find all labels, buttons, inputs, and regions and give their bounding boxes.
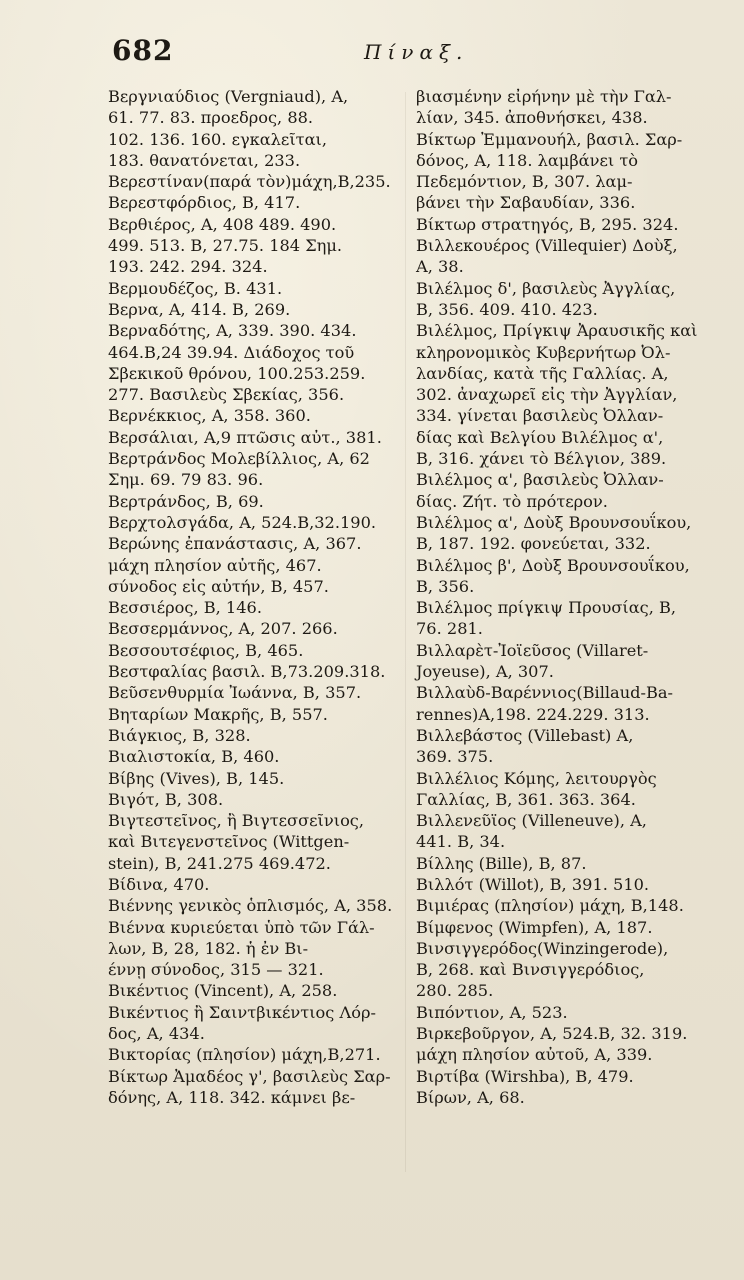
index-entry-line: καὶ Βιτεγενστεῖνος (Wittgen- xyxy=(108,832,350,852)
index-entry xyxy=(108,704,398,725)
index-entry xyxy=(108,448,398,491)
index-entry-line: Βερώνης ἐπανάστασις, A, 367. xyxy=(108,534,362,554)
index-entry-line: 302. ἀναχωρεῖ εἰς τὴν Ἀγγλίαν, xyxy=(416,385,678,405)
index-entry-line: Βικέντιος (Vincent), A, 258. xyxy=(108,981,338,1001)
index-entry-line: Βιλλεβάστος (Villebast) A, xyxy=(416,725,634,745)
index-entry-line: Βιέννης γενικὸς ὁπλισμός, A, 358. xyxy=(108,896,393,916)
index-entry xyxy=(416,129,708,214)
index-entry xyxy=(108,405,398,426)
index-entry-line: Βιρκεβοῦργον, A, 524.B, 32. 319. xyxy=(416,1024,688,1044)
index-entry-line: Βιλέλμος α', Δοὺξ Βρουνσουΐκου, xyxy=(416,512,692,532)
index-entry-line: Βίκτωρ Ἐμμανουήλ, βασιλ. Σαρ- xyxy=(416,129,683,149)
index-entry-line: Βεργνιαύδιος (Vergniaud), A, xyxy=(108,87,349,106)
index-entry-line: 334. γίνεται βασιλεὺς Ὀλλαν- xyxy=(416,406,664,426)
index-entry xyxy=(416,235,708,278)
index-entry-line: Βιάγκιος, B, 328. xyxy=(108,725,251,745)
index-entry-line: Βιλέλμος δ', βασιλεὺς Ἀγγλίας, xyxy=(416,278,676,298)
index-entry-line: A, 38. xyxy=(416,257,464,277)
index-entry-line: Βερθιέρος, A, 408 489. 490. xyxy=(108,214,337,234)
index-entry-line: Βερεστφόρδιος, B, 417. xyxy=(108,193,301,213)
index-entry xyxy=(108,214,398,278)
index-entry-line: Βιλέλμος α', βασιλεὺς Ὀλλαν- xyxy=(416,470,664,490)
index-column-right xyxy=(416,86,708,1108)
index-entry xyxy=(416,874,708,895)
index-entry-line: 499. 513. B, 27.75. 184 Σημ. xyxy=(108,236,343,256)
index-entry-line: Βιπόντιον, A, 523. xyxy=(416,1002,568,1022)
index-entry xyxy=(416,1002,708,1023)
index-entry xyxy=(416,810,708,853)
index-entry xyxy=(416,682,708,725)
index-entry xyxy=(108,597,398,618)
index-entry-line: μάχη πλησίον αὐτῆς, 467. xyxy=(108,555,322,575)
index-entry-line: Βερτράνδος, B, 69. xyxy=(108,491,264,511)
index-entry-line: rennes)A,198. 224.229. 313. xyxy=(416,704,650,724)
index-entry xyxy=(416,1087,708,1108)
index-entry-line: Βίμφενος (Wimpfen), A, 187. xyxy=(416,917,653,937)
index-entry-line: σύνοδος εἰς αὐτήν, B, 457. xyxy=(108,576,329,596)
running-title: Πίναξ. xyxy=(364,40,469,64)
index-entry-line: Βιμιέρας (πλησίον) μάχη, B,148. xyxy=(416,896,684,916)
index-entry-line: 183. θανατόνεται, 233. xyxy=(108,150,301,170)
index-entry-line: Γαλλίας, B, 361. 363. 364. xyxy=(416,789,636,809)
index-entry xyxy=(108,640,398,661)
index-entry xyxy=(108,682,398,703)
index-entry-line: Βερμουδέζος, B. 431. xyxy=(108,278,283,298)
index-entry-line: Βερχτολσγάδα, A, 524.B,32.190. xyxy=(108,512,377,532)
index-entry xyxy=(416,86,708,129)
index-entry-line: Βιλλεκουέρος (Villequier) Δοὺξ, xyxy=(416,236,678,256)
index-entry xyxy=(108,1066,398,1109)
index-entry-line: Βιλλαὺδ-Βαρέννιος(Billaud-Ba- xyxy=(416,683,673,703)
index-entry-line: δόνης, A, 118. 342. κάμνει βε- xyxy=(108,1087,356,1107)
index-entry-line: λανδίας, κατὰ τῆς Γαλλίας. A, xyxy=(416,363,669,383)
index-entry xyxy=(108,192,398,213)
index-entry-line: Βίρων, A, 68. xyxy=(416,1087,525,1107)
index-entry xyxy=(108,618,398,639)
index-entry-line: Βιέννα κυριεύεται ὑπὸ τῶν Γάλ- xyxy=(108,917,375,937)
index-entry-line: 277. Βασιλεὺς Σβεκίας, 356. xyxy=(108,385,345,405)
index-entry-line: λίαν, 345. ἀποθνήσκει, 438. xyxy=(416,108,648,128)
index-entry xyxy=(108,661,398,682)
index-entry-line: Βερνα, A, 414. B, 269. xyxy=(108,299,291,319)
index-entry xyxy=(416,469,708,512)
index-entry-line: 61. 77. 83. προεδρος, 88. xyxy=(108,108,314,128)
index-entry-line: Βερνέκκιος, A, 358. 360. xyxy=(108,406,311,426)
index-entry-line: B, 187. 192. φονεύεται, 332. xyxy=(416,534,651,554)
index-entry-line: Βικέντιος ἢ Σαιντβικέντιος Λόρ- xyxy=(108,1002,376,1022)
index-entry-line: Σβεκικοῦ θρόνου, 100.253.259. xyxy=(108,363,366,383)
index-entry xyxy=(416,768,708,811)
index-entry-line: Βιλλενεῦϊος (Villeneuve), A, xyxy=(416,811,647,831)
index-entry xyxy=(416,917,708,938)
index-entry-line: Βιαλιστοκία, B, 460. xyxy=(108,747,280,767)
index-entry xyxy=(108,895,398,916)
index-entry-line: Βεσσερμάννος, A, 207. 266. xyxy=(108,619,338,639)
index-entry-line: Βικτορίας (πλησίον) μάχη,B,271. xyxy=(108,1045,381,1065)
index-entry-line: Βεσσιέρος, B, 146. xyxy=(108,598,262,618)
index-column-left xyxy=(108,86,398,1108)
index-entry-line: Βερεστίναν(παρά τὸν)μάχη,B,235. xyxy=(108,172,391,192)
index-entry xyxy=(108,278,398,299)
index-entry xyxy=(108,171,398,192)
index-entry xyxy=(108,917,398,981)
index-entry-line: B, 356. 409. 410. 423. xyxy=(416,299,598,319)
index-entry-line: Joyeuse), A, 307. xyxy=(416,662,554,682)
index-entry-line: 280. 285. xyxy=(416,981,494,1001)
index-entry-line: δος, A, 434. xyxy=(108,1024,205,1044)
index-entry xyxy=(108,533,398,597)
column-gutter xyxy=(405,92,406,1172)
index-entry-line: Βίκτωρ στρατηγός, B, 295. 324. xyxy=(416,214,679,234)
index-entry-line: Βεσσουτσέφιος, B, 465. xyxy=(108,640,304,660)
index-entry-line: 369. 375. xyxy=(416,747,494,767)
index-entry-line: Βιλλέλιος Κόμης, λειτουργὸς xyxy=(416,768,657,788)
index-entry-line: Βεστφαλίας βασιλ. B,73.209.318. xyxy=(108,662,386,682)
index-entry xyxy=(108,299,398,320)
index-entry xyxy=(416,555,708,598)
index-entry-line: 464.B,24 39.94. Διάδοχος τοῦ xyxy=(108,342,355,362)
index-entry-line: βάνει τὴν Σαβαυδίαν, 336. xyxy=(416,193,636,213)
index-entry xyxy=(416,320,708,469)
index-entry-line: Βινσιγγερόδος(Winzingerode), xyxy=(416,938,669,958)
index-entry xyxy=(416,597,708,640)
index-entry-line: Βιλλότ (Willot), B, 391. 510. xyxy=(416,874,650,894)
index-entry xyxy=(108,768,398,789)
index-entry-line: κληρονομικὸς Κυβερνήτωρ Ὀλ- xyxy=(416,342,671,362)
index-entry xyxy=(416,278,708,321)
index-entry xyxy=(416,1066,708,1087)
index-entry-line: stein), B, 241.275 469.472. xyxy=(108,853,331,873)
index-entry xyxy=(416,512,708,555)
index-entry-line: Βίλλης (Bille), B, 87. xyxy=(416,853,587,873)
index-entry xyxy=(416,214,708,235)
index-entry-line: 441. B, 34. xyxy=(416,832,506,852)
index-entry xyxy=(108,512,398,533)
index-entry xyxy=(108,1002,398,1045)
index-entry xyxy=(416,895,708,916)
index-entry xyxy=(108,86,398,171)
index-entry-line: Βιγότ, B, 308. xyxy=(108,789,224,809)
index-entry-line: Βερτράνδος Μολεβίλλιος, A, 62 xyxy=(108,449,370,469)
index-entry xyxy=(108,491,398,512)
index-entry-line: Βιρτίβα (Wirshba), B, 479. xyxy=(416,1066,634,1086)
index-entry xyxy=(108,746,398,767)
index-entry-line: δίας καὶ Βελγίου Βιλέλμος α', xyxy=(416,427,664,447)
index-entry xyxy=(108,725,398,746)
index-entry-line: Βεῦσενθυρμία Ἰωάννα, B, 357. xyxy=(108,683,362,703)
index-entry-line: Βίβης (Vives), B, 145. xyxy=(108,768,285,788)
index-entry-line: B, 316. χάνει τὸ Βέλγιον, 389. xyxy=(416,449,667,469)
index-entry xyxy=(416,1023,708,1066)
index-entry-line: 102. 136. 160. εγκαλεῖται, xyxy=(108,129,328,149)
index-entry xyxy=(108,789,398,810)
index-entry xyxy=(416,725,708,768)
index-entry-line: λων, B, 28, 182. ἡ ἐν Βι- xyxy=(108,938,309,958)
index-entry xyxy=(416,938,708,1002)
index-entry-line: δίας. Ζήτ. τὸ πρότερον. xyxy=(416,491,608,511)
index-entry-line: μάχη πλησίον αὐτοῦ, A, 339. xyxy=(416,1045,653,1065)
index-entry xyxy=(416,640,708,683)
index-entry xyxy=(108,810,398,874)
page-number: 682 xyxy=(112,34,174,67)
index-entry-line: βιασμένην εἰρήνην μὲ τὴν Γαλ- xyxy=(416,87,672,106)
index-entry-line: έννῃ σύνοδος, 315 — 321. xyxy=(108,960,324,980)
index-entry-line: Βερναδότης, A, 339. 390. 434. xyxy=(108,321,357,341)
index-entry-line: B, 356. xyxy=(416,576,475,596)
index-entry xyxy=(108,980,398,1001)
index-entry xyxy=(108,427,398,448)
index-entry-line: 76. 281. xyxy=(416,619,483,639)
index-entry xyxy=(416,853,708,874)
index-entry-line: 193. 242. 294. 324. xyxy=(108,257,268,277)
index-entry-line: B, 268. καὶ Βινσιγγερόδιος, xyxy=(416,960,645,980)
index-entry xyxy=(108,320,398,405)
index-entry-line: Βιλέλμος πρίγκιψ Προυσίας, B, xyxy=(416,598,677,618)
index-entry-line: Βιλέλμος, Πρίγκιψ Ἀραυσικῆς καὶ xyxy=(416,321,698,341)
index-entry-line: Βηταρίων Μακρῆς, B, 557. xyxy=(108,704,328,724)
index-entry xyxy=(108,1044,398,1065)
index-entry-line: Βίδινα, 470. xyxy=(108,874,210,894)
index-entry xyxy=(108,874,398,895)
index-entry-line: Βιλλαρὲτ-Ἰοϊεῦσος (Villaret- xyxy=(416,640,649,660)
index-entry-line: Βερσάλιαι, A,9 πτῶσις αὐτ., 381. xyxy=(108,427,382,447)
index-entry-line: Βιλέλμος β', Δοὺξ Βρουνσουΐκου, xyxy=(416,555,690,575)
index-entry-line: Βιγτεστεῖνος, ἢ Βιγτεσσεῖνιος, xyxy=(108,811,365,831)
index-entry-line: Βίκτωρ Ἀμαδέος γ', βασιλεὺς Σαρ- xyxy=(108,1066,391,1086)
page-header xyxy=(0,34,744,74)
index-entry-line: Σημ. 69. 79 83. 96. xyxy=(108,470,264,490)
index-entry-line: Πεδεμόντιον, B, 307. λαμ- xyxy=(416,172,633,192)
index-entry-line: δόνος, A, 118. λαμβάνει τὸ xyxy=(416,150,639,170)
